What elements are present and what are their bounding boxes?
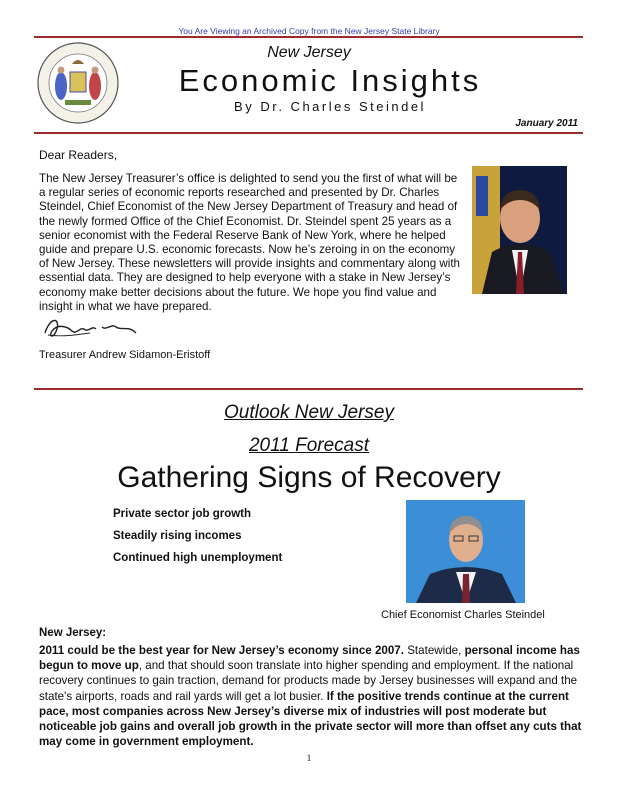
highlight-item: Continued high unemployment xyxy=(113,552,283,564)
issue-date: January 2011 xyxy=(515,118,578,129)
highlight-item: Steadily rising incomes xyxy=(113,530,242,542)
section-rule xyxy=(34,388,583,390)
chief-economist-photo xyxy=(406,500,525,603)
headline: Gathering Signs of Recovery xyxy=(117,461,501,494)
outlook-title: Outlook New Jersey xyxy=(223,402,394,423)
letter-body: The New Jersey Treasurer’s office is delighted to send you the first of what will be a regular series of economic reports researched and presented by Dr. Charles Steindel, Chief Economist of the New Jersey Department of Treasury and head of the newly formed Office of the Chief Economist. Dr. Steindel spent 25 years as a senior economist with the Federal Reserve Bank of New York, where he helped guide and prepare U.S. economic forecasts. Now he’s zeroing in on the economy of New Jersey. These newsletters will provide insights and commentary along with essential data. They are designed to help everyone with a stake in New Jersey’s economy make better decisions about the future. We hope you find value and insight in what we have prepared. xyxy=(39,172,460,313)
body-text: Statewide, xyxy=(403,644,465,657)
forecast-paragraph xyxy=(39,643,583,749)
signer-name: Treasurer Andrew Sidamon-Eristoff xyxy=(39,349,211,361)
header-top-rule xyxy=(34,36,583,38)
newsletter-title: Economic Insights xyxy=(178,63,482,98)
archive-notice[interactable]: You Are Viewing an Archived Copy from the New Jersey State Library xyxy=(178,26,440,36)
treasurer-photo xyxy=(472,166,567,294)
highlight-item: Private sector job growth xyxy=(113,508,252,520)
state-title: New Jersey xyxy=(267,44,351,61)
photo-caption: Chief Economist Charles Steindel xyxy=(381,609,545,621)
bold-income: personal income has begun to move up xyxy=(39,644,580,673)
bold-trends: If the positive trends continue at the current pace, most companies across New Jersey’s diverse mix of industries will post moderate but noticeable job gains and overall job growth in the private sector will more than offset any cuts that may come in government employment. xyxy=(39,689,582,749)
section-heading: New Jersey: xyxy=(39,627,107,639)
byline: By Dr. Charles Steindel xyxy=(234,99,426,114)
letter-greeting: Dear Readers, xyxy=(39,148,118,162)
treasurer-signature xyxy=(42,313,142,345)
header-bottom-rule xyxy=(34,132,583,134)
highlights-list xyxy=(113,508,282,574)
body-text: , and that should soon translate into higher spending and employment. If the national recovery continues to gain traction, demand for products made by Jersey businesses will expand and the state's airports, roads and rail yards will get a lot busier. xyxy=(39,659,578,703)
page-number: 1 xyxy=(306,753,312,763)
forecast-subtitle: 2011 Forecast xyxy=(248,435,370,456)
bold-lead: 2011 could be the best year for New Jersey’s economy since 2007. xyxy=(39,644,404,657)
